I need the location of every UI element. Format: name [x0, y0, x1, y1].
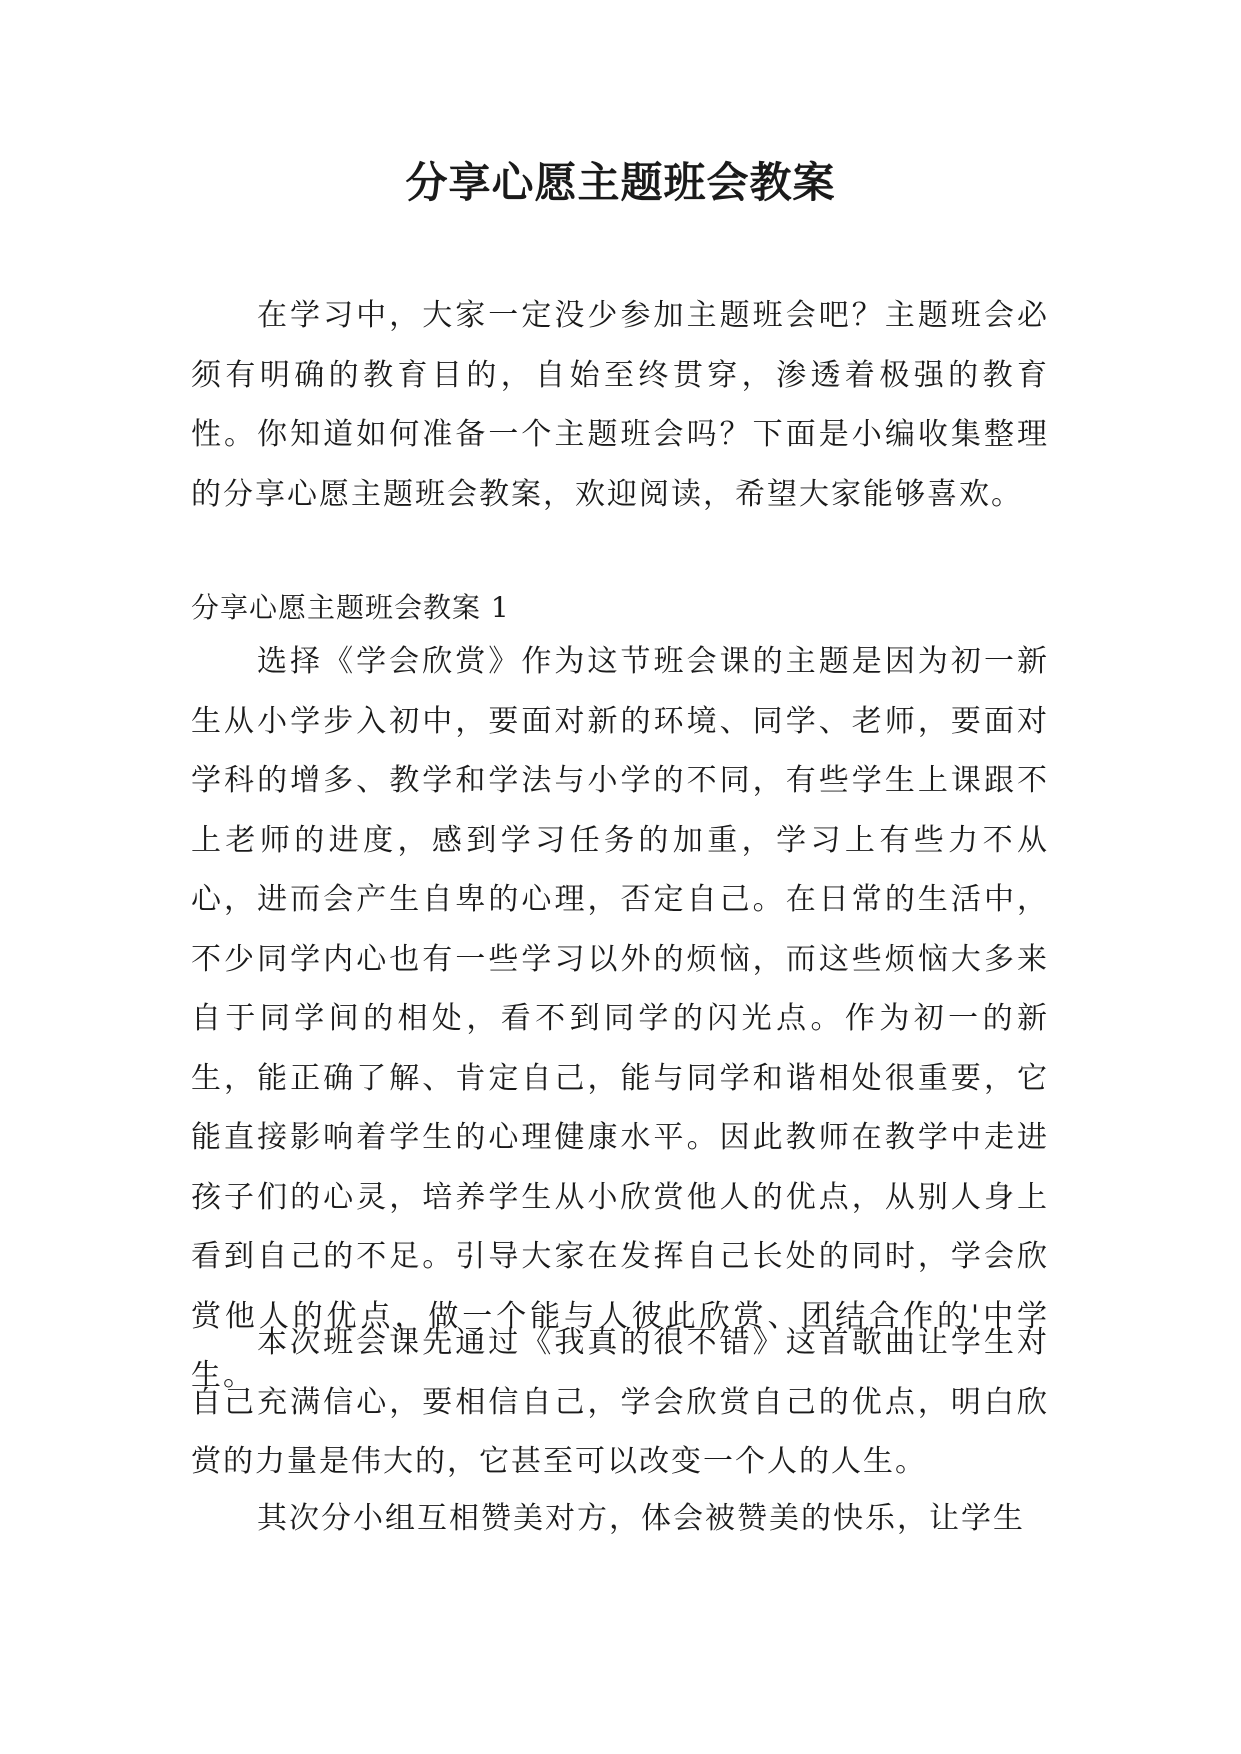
body-paragraph: 选择《学会欣赏》作为这节班会课的主题是因为初一新生从小学步入初中，要面对新的环境、同学、老师，要面对学科的增多、教学和学法与小学的不同，有些学生上课跟不上老师的进度，感到学习任务的加重，学习上有些力不从心，进而会产生自卑的心理，否定自己。在日常的生活中，不少同学内心也有一些学习以外的烦恼，而这些烦恼大多来自于同学间的相处，看不到同学的闪光点。作为初一的新生，能正确了解、肯定自己，能与同学和谐相处很重要，它能直接影响着学生的心理健康水平。因此教师在教学中走进孩子们的心灵，培养学生从小欣赏他人的优点，从别人身上看到自己的不足。引导大家在发挥自己长处的同时，学会欣赏他人的优点，做一个能与人彼此欣赏、团结合作的'中学生。 [191, 644, 1049, 1393]
body-paragraph: 其次分小组互相赞美对方，体会被赞美的快乐，让学生 [257, 1501, 1025, 1536]
intro-paragraph: 在学习中，大家一定没少参加主题班会吧？主题班会必须有明确的教育目的，自始至终贯穿，渗透着极强的教育性。你知道如何准备一个主题班会吗？下面是小编收集整理的分享心愿主题班会教案，欢迎阅读，希望大家能够喜欢。 [191, 298, 1049, 512]
document-title: 分享心愿主题班会教案 [405, 158, 836, 207]
body-paragraph: 本次班会课先通过《我真的很不错》这首歌曲让学生对自己充满信心，要相信自己，学会欣赏自己的优点，明白欣赏的力量是伟大的，它甚至可以改变一个人的人生。 [191, 1325, 1049, 1479]
section-heading: 分享心愿主题班会教案 1 [191, 591, 510, 624]
